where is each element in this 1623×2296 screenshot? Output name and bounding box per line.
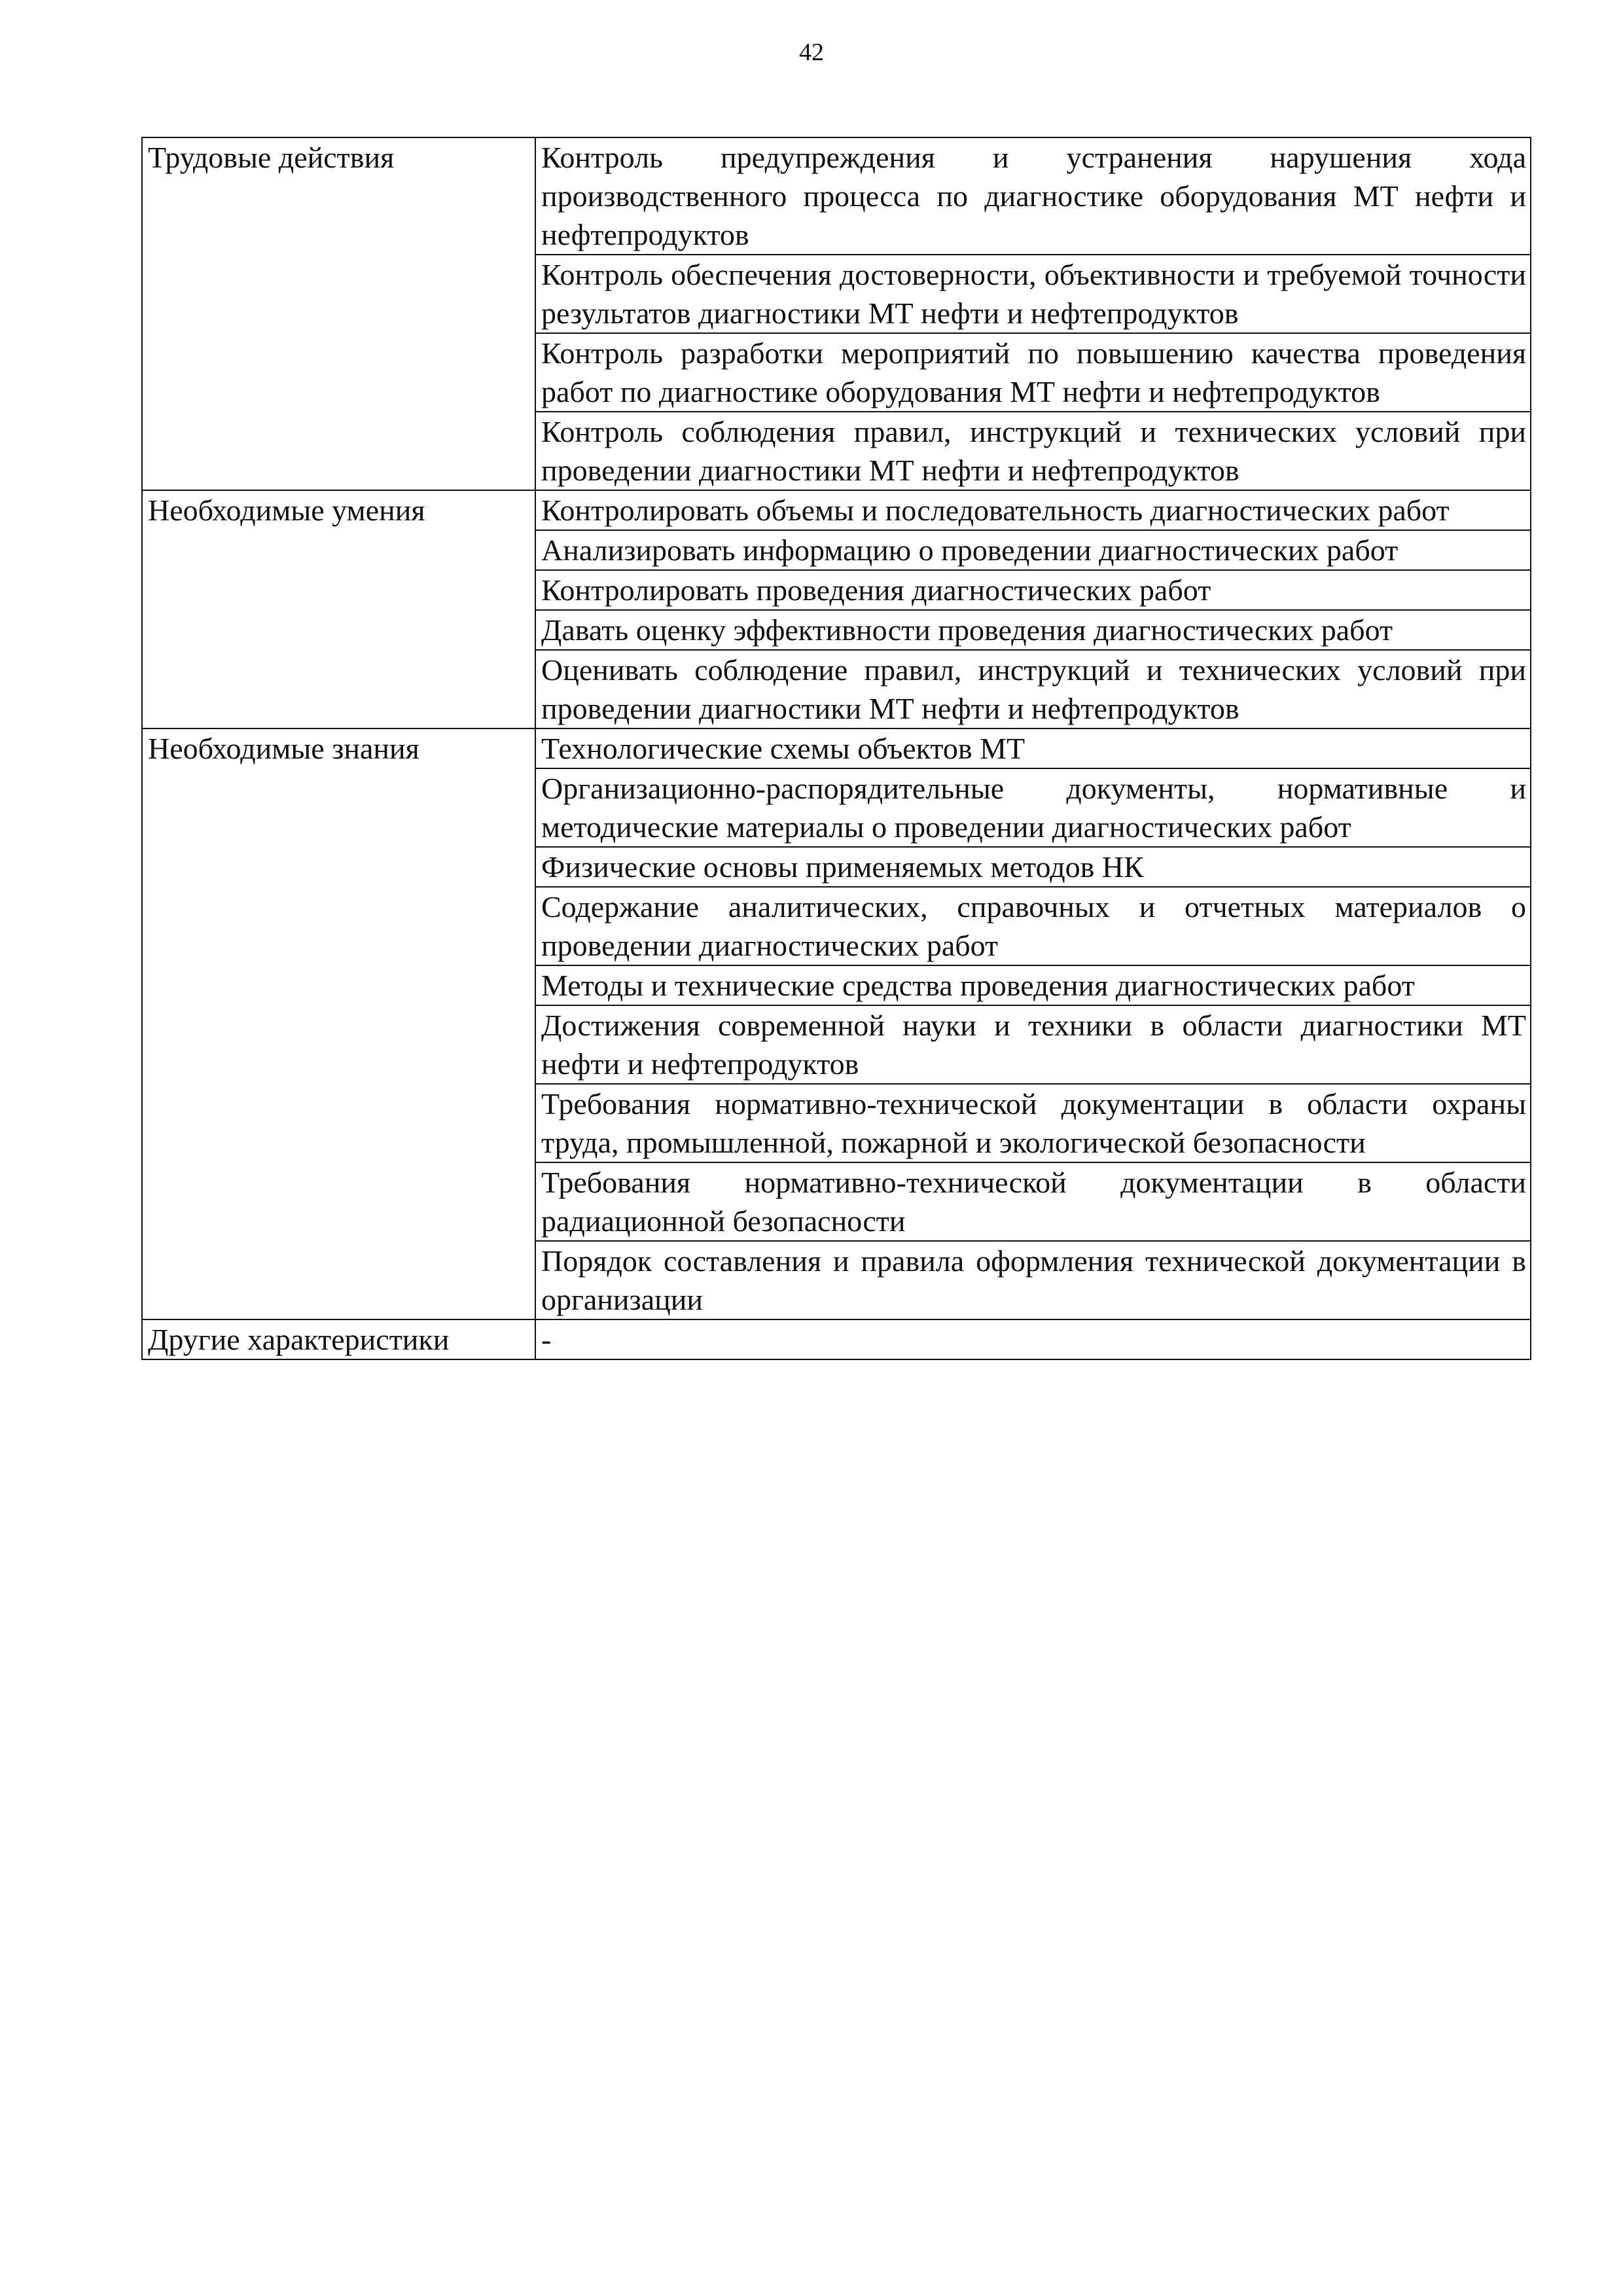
table-row — [142, 490, 1531, 530]
table-row — [142, 728, 1531, 768]
section-label: Трудовые действия — [142, 137, 535, 490]
section-item: - — [535, 1319, 1531, 1359]
section-item: Требования нормативно-технической документации в области радиационной безопасности — [535, 1162, 1531, 1241]
section-item: Контроль предупреждения и устранения нарушения хода производственного процесса по диагностике оборудования МТ нефти и нефтепродуктов — [535, 137, 1531, 255]
section-label: Необходимые знания — [142, 728, 535, 1319]
section-item: Достижения современной науки и техники в области диагностики МТ нефти и нефтепродуктов — [535, 1005, 1531, 1084]
section-item: Контролировать проведения диагностических работ — [535, 570, 1531, 610]
section-item: Контроль разработки мероприятий по повышению качества проведения работ по диагностике оборудования МТ нефти и нефтепродуктов — [535, 333, 1531, 412]
section-item: Давать оценку эффективности проведения диагностических работ — [535, 610, 1531, 650]
section-item: Контроль обеспечения достоверности, объективности и требуемой точности результатов диагностики МТ нефти и нефтепродуктов — [535, 255, 1531, 333]
section-item: Содержание аналитических, справочных и отчетных материалов о проведении диагностических работ — [535, 887, 1531, 965]
page-number: 42 — [799, 39, 824, 66]
section-item: Организационно-распорядительные документы, нормативные и методические материалы о проведении диагностических работ — [535, 768, 1531, 847]
section-item: Физические основы применяемых методов НК — [535, 847, 1531, 887]
section-item: Контролировать объемы и последовательность диагностических работ — [535, 490, 1531, 530]
qualification-table — [141, 137, 1531, 1360]
section-item: Анализировать информацию о проведении диагностических работ — [535, 530, 1531, 570]
section-label: Необходимые умения — [142, 490, 535, 728]
qualification-table-body — [142, 137, 1531, 1359]
section-item: Требования нормативно-технической документации в области охраны труда, промышленной, пожарной и экологической безопасности — [535, 1084, 1531, 1162]
section-item: Методы и технические средства проведения диагностических работ — [535, 965, 1531, 1005]
section-item: Порядок составления и правила оформления технической документации в организации — [535, 1241, 1531, 1319]
section-item: Контроль соблюдения правил, инструкций и технических условий при проведении диагностики МТ нефти и нефтепродуктов — [535, 412, 1531, 490]
table-row — [142, 1319, 1531, 1359]
table-row — [142, 137, 1531, 255]
section-item: Технологические схемы объектов МТ — [535, 728, 1531, 768]
section-item: Оценивать соблюдение правил, инструкций и технических условий при проведении диагностики МТ нефти и нефтепродуктов — [535, 650, 1531, 728]
section-label: Другие характеристики — [142, 1319, 535, 1359]
